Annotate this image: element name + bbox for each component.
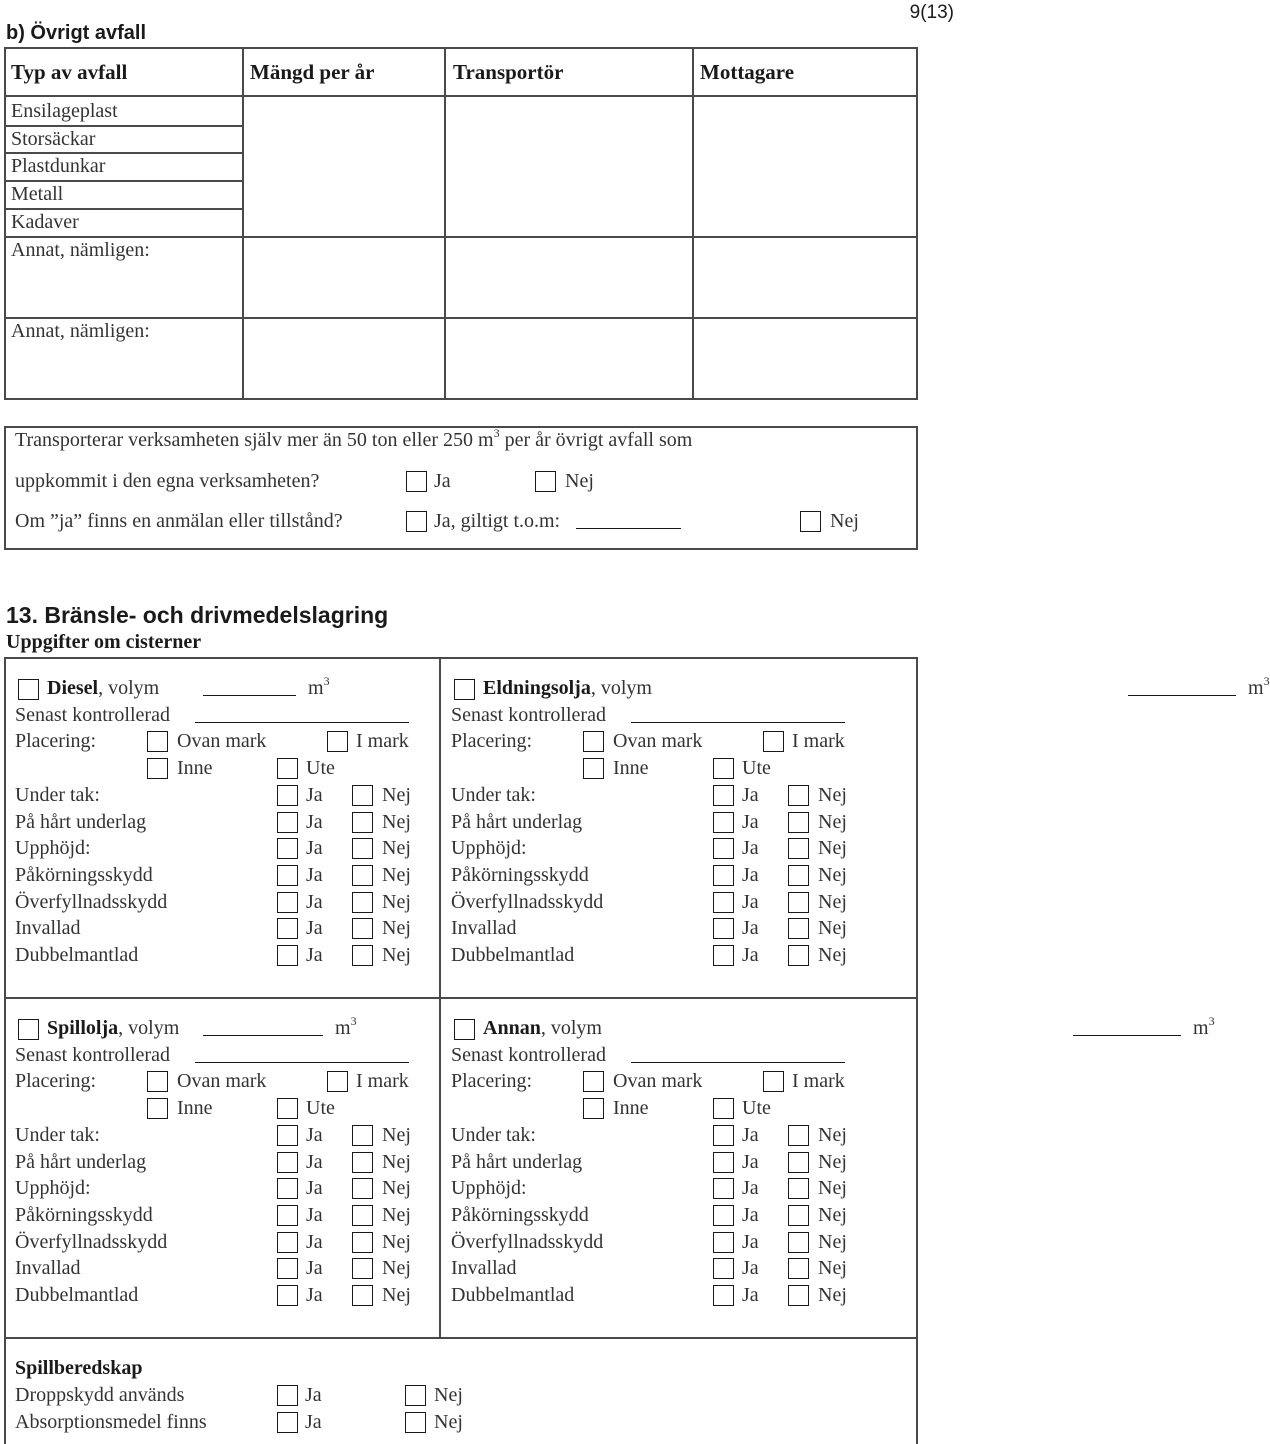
waste-table-col-rule — [692, 47, 694, 400]
property-nej-checkbox[interactable] — [788, 1125, 809, 1146]
property-ja-checkbox[interactable] — [277, 945, 298, 966]
waste-table-row-rule — [4, 208, 244, 210]
volume-unit — [1248, 674, 1270, 700]
volym-label: , volym — [590, 677, 652, 699]
tank-property-label: Påkörningsskydd — [451, 1203, 589, 1226]
col-header-typ: Typ av avfall — [11, 60, 128, 84]
property-ja-label: Ja — [742, 1257, 759, 1280]
tank-property-label: Invallad — [451, 917, 517, 940]
property-nej-checkbox[interactable] — [352, 945, 373, 966]
property-ja-checkbox[interactable] — [713, 1125, 734, 1146]
waste-item: Metall — [11, 183, 64, 205]
placering-label: Placering: — [451, 1070, 533, 1093]
senast-kontrollerad-field[interactable] — [195, 722, 409, 723]
i-mark-checkbox[interactable] — [763, 731, 784, 752]
waste-table-row-rule — [4, 180, 244, 182]
tank-checkbox[interactable] — [18, 1019, 39, 1040]
inne-checkbox[interactable] — [583, 1098, 604, 1119]
spill-row-ja-checkbox[interactable] — [277, 1412, 298, 1433]
col-header-transportor: Transportör — [453, 60, 564, 84]
tank-header — [483, 677, 652, 700]
spill-row-ja-label: Ja — [305, 1411, 322, 1433]
property-nej-label: Nej — [382, 863, 411, 886]
i-mark-label: I mark — [792, 1070, 845, 1093]
superscript: 3 — [323, 674, 330, 688]
tank-property-label: På hårt underlag — [15, 1150, 147, 1173]
ute-checkbox[interactable] — [713, 1098, 734, 1119]
property-ja-checkbox[interactable] — [713, 1178, 734, 1199]
property-ja-label: Ja — [306, 1150, 323, 1173]
property-nej-checkbox[interactable] — [788, 892, 809, 913]
property-nej-label: Nej — [818, 810, 847, 833]
tank-property-label: Överfyllnadsskydd — [451, 890, 604, 913]
i-mark-checkbox[interactable] — [327, 731, 348, 752]
property-nej-checkbox[interactable] — [788, 1232, 809, 1253]
tank-name: Eldningsolja — [483, 677, 591, 699]
property-nej-label: Nej — [818, 863, 847, 886]
tank-volume-field[interactable] — [1073, 1035, 1181, 1036]
property-nej-checkbox[interactable] — [352, 918, 373, 939]
superscript: 3 — [493, 426, 500, 440]
property-nej-checkbox[interactable] — [788, 1258, 809, 1279]
property-ja-checkbox[interactable] — [713, 1232, 734, 1253]
property-ja-label: Ja — [742, 1150, 759, 1173]
permit-ja-checkbox[interactable] — [406, 511, 427, 532]
property-ja-checkbox[interactable] — [277, 1285, 298, 1306]
property-nej-label: Nej — [818, 1177, 847, 1200]
property-ja-label: Ja — [306, 1284, 323, 1306]
property-ja-checkbox[interactable] — [277, 1178, 298, 1199]
property-ja-checkbox[interactable] — [277, 1205, 298, 1226]
property-ja-checkbox[interactable] — [277, 838, 298, 859]
placering-label: Placering: — [451, 730, 533, 753]
property-ja-label: Ja — [306, 1177, 323, 1200]
waste-item: Plastdunkar — [11, 155, 106, 177]
inne-label: Inne — [177, 757, 213, 780]
property-ja-checkbox[interactable] — [713, 785, 734, 806]
property-ja-label: Ja — [742, 837, 759, 860]
waste-item: Kadaver — [11, 211, 79, 233]
senast-kontrollerad-field[interactable] — [195, 1062, 409, 1063]
tank-header — [47, 1017, 179, 1040]
ovan-mark-checkbox[interactable] — [147, 1071, 168, 1092]
property-nej-checkbox[interactable] — [788, 785, 809, 806]
tank-property-label: Dubbelmantlad — [15, 944, 139, 966]
spill-row-nej-label: Nej — [434, 1411, 463, 1433]
waste-item: Storsäckar — [11, 128, 96, 150]
property-ja-label: Ja — [306, 1230, 323, 1253]
property-nej-checkbox[interactable] — [352, 1285, 373, 1306]
ovan-mark-label: Ovan mark — [177, 1070, 267, 1093]
property-ja-label: Ja — [306, 890, 323, 913]
senast-kontrollerad-label: Senast kontrollerad — [15, 703, 170, 726]
volym-label: , volym — [118, 1017, 180, 1039]
tank-checkbox[interactable] — [454, 679, 475, 700]
tank-property-label: Dubbelmantlad — [15, 1284, 139, 1306]
ovan-mark-label: Ovan mark — [177, 730, 267, 753]
property-nej-checkbox[interactable] — [788, 918, 809, 939]
property-ja-checkbox[interactable] — [713, 918, 734, 939]
tank-volume-field[interactable] — [1128, 695, 1236, 696]
tank-volume-field[interactable] — [203, 695, 296, 696]
property-ja-label: Ja — [306, 783, 323, 806]
property-ja-label: Ja — [306, 810, 323, 833]
property-nej-checkbox[interactable] — [352, 1152, 373, 1173]
unit-m: m — [308, 677, 324, 699]
ute-label: Ute — [306, 1097, 335, 1120]
ovan-mark-label: Ovan mark — [613, 730, 703, 753]
property-nej-checkbox[interactable] — [352, 1258, 373, 1279]
property-ja-checkbox[interactable] — [277, 812, 298, 833]
senast-kontrollerad-label: Senast kontrollerad — [451, 703, 606, 726]
property-nej-checkbox[interactable] — [352, 1232, 373, 1253]
transport-question — [15, 426, 693, 452]
tank-name: Diesel — [47, 677, 99, 699]
senast-kontrollerad-label: Senast kontrollerad — [15, 1043, 170, 1066]
property-nej-label: Nej — [382, 890, 411, 913]
inne-label: Inne — [177, 1097, 213, 1120]
ute-checkbox[interactable] — [277, 1098, 298, 1119]
property-nej-checkbox[interactable] — [352, 785, 373, 806]
property-ja-checkbox[interactable] — [713, 1152, 734, 1173]
tank-property-label: Under tak: — [451, 1123, 536, 1146]
property-nej-checkbox[interactable] — [352, 812, 373, 833]
property-ja-label: Ja — [306, 917, 323, 940]
inne-checkbox[interactable] — [147, 758, 168, 779]
property-ja-label: Ja — [742, 944, 759, 966]
property-nej-checkbox[interactable] — [352, 1125, 373, 1146]
spill-row-nej-checkbox[interactable] — [405, 1385, 426, 1406]
ovan-mark-checkbox[interactable] — [147, 731, 168, 752]
property-ja-checkbox[interactable] — [277, 785, 298, 806]
property-nej-checkbox[interactable] — [788, 945, 809, 966]
property-nej-label: Nej — [818, 1150, 847, 1173]
tank-header — [483, 1017, 602, 1040]
ute-checkbox[interactable] — [277, 758, 298, 779]
property-nej-label: Nej — [382, 1257, 411, 1280]
property-nej-label: Nej — [818, 1257, 847, 1280]
property-nej-checkbox[interactable] — [788, 865, 809, 886]
tank-property-label: Dubbelmantlad — [451, 1284, 575, 1306]
section-13-title: 13. Bränsle- och drivmedelslagring — [6, 602, 389, 628]
waste-table — [4, 47, 918, 400]
property-nej-label: Nej — [818, 837, 847, 860]
property-nej-checkbox[interactable] — [788, 1205, 809, 1226]
property-ja-checkbox[interactable] — [277, 1232, 298, 1253]
tank-property-label: Upphöjd: — [451, 837, 527, 860]
volume-unit — [308, 674, 330, 700]
permit-ja-label: Ja, giltigt t.o.m: — [434, 510, 561, 532]
tank-volume-field[interactable] — [203, 1035, 323, 1036]
property-ja-label: Ja — [306, 1123, 323, 1146]
waste-item-other: Annat, nämligen: — [11, 320, 150, 342]
property-ja-label: Ja — [742, 810, 759, 833]
transport-ja-checkbox[interactable] — [406, 471, 427, 492]
waste-table-row-rule — [4, 152, 244, 154]
property-ja-label: Ja — [306, 1203, 323, 1226]
waste-table-header-rule — [4, 95, 918, 97]
ute-label: Ute — [742, 1097, 771, 1120]
tank-property-label: Upphöjd: — [15, 1177, 91, 1200]
property-nej-checkbox[interactable] — [788, 1285, 809, 1306]
property-nej-checkbox[interactable] — [788, 1152, 809, 1173]
senast-kontrollerad-field[interactable] — [631, 1062, 845, 1063]
tank-property-label: Under tak: — [451, 783, 536, 806]
waste-item: Annat, nämligen: — [11, 239, 150, 261]
property-ja-label: Ja — [742, 1203, 759, 1226]
tank-property-label: Invallad — [451, 1257, 517, 1280]
transport-question-text: Transporterar verksamheten själv mer än 50 ton eller 250 m — [15, 429, 494, 451]
property-nej-checkbox[interactable] — [352, 838, 373, 859]
property-ja-label: Ja — [742, 890, 759, 913]
property-ja-checkbox[interactable] — [277, 865, 298, 886]
tank-property-label: Påkörningsskydd — [15, 863, 153, 886]
tank-property-label: Överfyllnadsskydd — [451, 1230, 604, 1253]
property-ja-checkbox[interactable] — [713, 1205, 734, 1226]
spill-row-nej-label: Nej — [434, 1384, 463, 1406]
property-nej-label: Nej — [818, 890, 847, 913]
ovan-mark-checkbox[interactable] — [583, 731, 604, 752]
property-nej-checkbox[interactable] — [352, 892, 373, 913]
tank-property-label: Överfyllnadsskydd — [15, 890, 168, 913]
permit-nej-checkbox[interactable] — [800, 511, 821, 532]
property-nej-label: Nej — [382, 944, 411, 966]
property-ja-checkbox[interactable] — [713, 1285, 734, 1306]
ovan-mark-checkbox[interactable] — [583, 1071, 604, 1092]
placering-label: Placering: — [15, 1070, 97, 1093]
property-ja-label: Ja — [306, 1257, 323, 1280]
ute-checkbox[interactable] — [713, 758, 734, 779]
property-ja-label: Ja — [742, 1284, 759, 1306]
superscript: 3 — [1208, 1014, 1215, 1028]
property-ja-label: Ja — [742, 917, 759, 940]
inne-checkbox[interactable] — [583, 758, 604, 779]
property-nej-label: Nej — [382, 837, 411, 860]
tank-property-label: Invallad — [15, 1257, 81, 1280]
property-nej-label: Nej — [818, 1203, 847, 1226]
property-ja-checkbox[interactable] — [713, 892, 734, 913]
property-nej-label: Nej — [382, 1284, 411, 1306]
i-mark-label: I mark — [792, 730, 845, 753]
transport-ja-label: Ja — [434, 470, 451, 492]
property-ja-label: Ja — [742, 863, 759, 886]
permit-question: Om ”ja” finns en anmälan eller tillstånd? — [15, 510, 343, 532]
unit-m: m — [1193, 1017, 1209, 1039]
property-nej-label: Nej — [382, 917, 411, 940]
i-mark-checkbox[interactable] — [763, 1071, 784, 1092]
property-nej-checkbox[interactable] — [352, 865, 373, 886]
superscript: 3 — [1263, 674, 1270, 688]
property-nej-label: Nej — [818, 1284, 847, 1306]
property-nej-checkbox[interactable] — [788, 838, 809, 859]
spill-row-ja-checkbox[interactable] — [277, 1385, 298, 1406]
tank-name: Spillolja — [47, 1017, 119, 1039]
page-number: 9(13) — [909, 2, 954, 23]
waste-item: Ensilageplast — [11, 100, 118, 122]
property-ja-checkbox[interactable] — [713, 1258, 734, 1279]
tank-name: Annan — [483, 1017, 541, 1039]
transport-question-end: per år övrigt avfall som — [499, 429, 693, 451]
i-mark-label: I mark — [356, 730, 409, 753]
volume-unit — [1193, 1014, 1215, 1040]
volym-label: , volym — [98, 677, 160, 699]
tank-property-label: Upphöjd: — [451, 1177, 527, 1200]
property-ja-label: Ja — [306, 863, 323, 886]
property-nej-checkbox[interactable] — [352, 1178, 373, 1199]
superscript: 3 — [350, 1014, 357, 1028]
property-nej-label: Nej — [382, 1177, 411, 1200]
property-nej-label: Nej — [818, 783, 847, 806]
property-nej-checkbox[interactable] — [352, 1205, 373, 1226]
spill-row-ja-label: Ja — [305, 1384, 322, 1406]
section-13-subtitle: Uppgifter om cisterner — [6, 631, 202, 653]
property-nej-label: Nej — [382, 1203, 411, 1226]
property-ja-checkbox[interactable] — [277, 918, 298, 939]
inne-label: Inne — [613, 757, 649, 780]
col-header-mangd: Mängd per år — [250, 60, 375, 84]
spill-title: Spillberedskap — [15, 1357, 143, 1379]
property-ja-checkbox[interactable] — [277, 1258, 298, 1279]
property-nej-label: Nej — [818, 944, 847, 966]
tank-header — [47, 677, 159, 700]
waste-table-row-rule — [4, 317, 918, 319]
property-ja-label: Ja — [306, 837, 323, 860]
property-ja-label: Ja — [742, 1230, 759, 1253]
property-ja-checkbox[interactable] — [713, 945, 734, 966]
inne-label: Inne — [613, 1097, 649, 1120]
property-nej-label: Nej — [382, 783, 411, 806]
tank-grid-row-rule — [4, 997, 918, 999]
property-ja-label: Ja — [742, 783, 759, 806]
tank-property-label: Upphöjd: — [15, 837, 91, 860]
property-ja-checkbox[interactable] — [713, 838, 734, 859]
tank-property-label: Under tak: — [15, 1123, 100, 1146]
waste-table-col-rule — [444, 47, 446, 400]
property-nej-label: Nej — [818, 1230, 847, 1253]
tank-property-label: Påkörningsskydd — [15, 1203, 153, 1226]
tank-property-label: Påkörningsskydd — [451, 863, 589, 886]
property-ja-label: Ja — [306, 944, 323, 966]
property-ja-checkbox[interactable] — [713, 812, 734, 833]
waste-table-col-rule — [242, 47, 244, 400]
property-nej-label: Nej — [382, 1123, 411, 1146]
ute-label: Ute — [306, 757, 335, 780]
transport-nej-label: Nej — [565, 470, 594, 492]
property-ja-checkbox[interactable] — [277, 1125, 298, 1146]
property-ja-label: Ja — [742, 1177, 759, 1200]
tank-property-label: Överfyllnadsskydd — [15, 1230, 168, 1253]
senast-kontrollerad-field[interactable] — [631, 722, 845, 723]
tank-property-label: På hårt underlag — [451, 1150, 583, 1173]
unit-m: m — [335, 1017, 351, 1039]
spill-row-label: Absorptionsmedel finns — [15, 1411, 207, 1433]
property-ja-label: Ja — [742, 1123, 759, 1146]
transport-nej-checkbox[interactable] — [535, 471, 556, 492]
spill-row-label: Droppskydd används — [15, 1384, 185, 1406]
transport-question-line2: uppkommit i den egna verksamheten? — [15, 470, 320, 492]
property-ja-checkbox[interactable] — [277, 1152, 298, 1173]
property-nej-label: Nej — [818, 917, 847, 940]
ovan-mark-label: Ovan mark — [613, 1070, 703, 1093]
waste-table-row-rule — [4, 236, 918, 238]
unit-m: m — [1248, 677, 1264, 699]
property-nej-label: Nej — [382, 1150, 411, 1173]
inne-checkbox[interactable] — [147, 1098, 168, 1119]
ute-label: Ute — [742, 757, 771, 780]
property-nej-label: Nej — [382, 1230, 411, 1253]
tank-property-label: Under tak: — [15, 783, 100, 806]
permit-nej-label: Nej — [830, 510, 859, 532]
tank-property-label: På hårt underlag — [15, 810, 147, 833]
property-nej-label: Nej — [818, 1123, 847, 1146]
property-ja-checkbox[interactable] — [277, 892, 298, 913]
volume-unit — [335, 1014, 357, 1040]
col-header-mottagare: Mottagare — [700, 60, 795, 84]
property-nej-checkbox[interactable] — [788, 1178, 809, 1199]
tank-property-label: Invallad — [15, 917, 81, 940]
senast-kontrollerad-label: Senast kontrollerad — [451, 1043, 606, 1066]
placering-label: Placering: — [15, 730, 97, 753]
property-nej-label: Nej — [382, 810, 411, 833]
property-nej-checkbox[interactable] — [788, 812, 809, 833]
tank-property-label: På hårt underlag — [451, 810, 583, 833]
volym-label: , volym — [540, 1017, 602, 1039]
i-mark-checkbox[interactable] — [327, 1071, 348, 1092]
property-ja-checkbox[interactable] — [713, 865, 734, 886]
permit-date-field[interactable] — [576, 528, 681, 529]
section-b-title: b) Övrigt avfall — [6, 22, 147, 44]
tank-checkbox[interactable] — [454, 1019, 475, 1040]
waste-table-row-rule — [4, 125, 244, 127]
tank-checkbox[interactable] — [18, 679, 39, 700]
i-mark-label: I mark — [356, 1070, 409, 1093]
spill-row-nej-checkbox[interactable] — [405, 1412, 426, 1433]
tank-property-label: Dubbelmantlad — [451, 944, 575, 966]
